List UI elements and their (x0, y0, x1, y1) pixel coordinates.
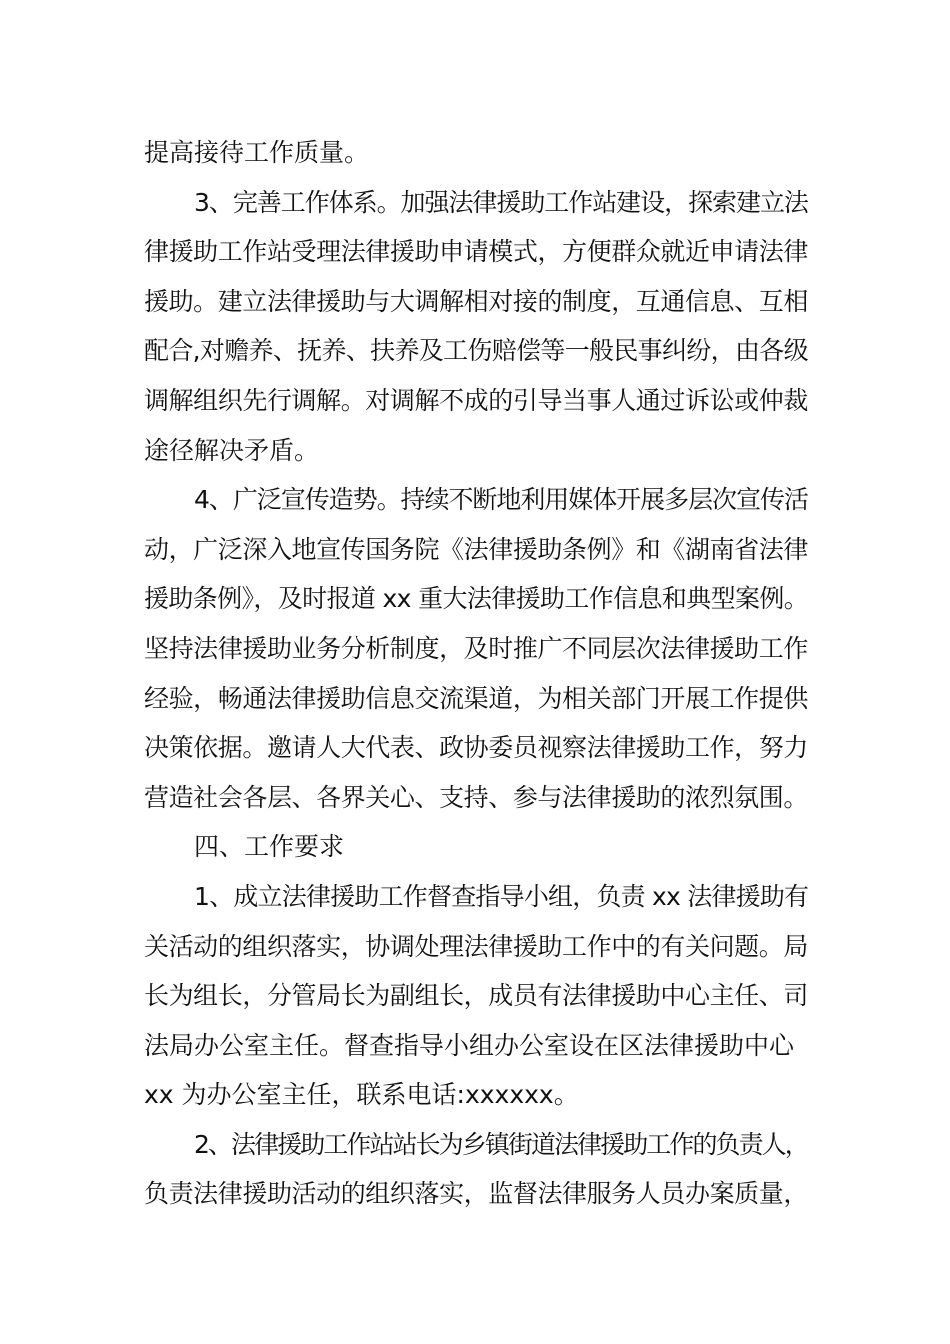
text-line: 律援助工作站受理法律援助申请模式，方便群众就近申请法律 (144, 237, 808, 267)
section-heading-work-requirements (144, 822, 808, 872)
text-line: 调解组织先行调解。对调解不成的引导当事人通过诉讼或仲裁 (144, 385, 808, 415)
text-line: xx 为办公室主任，联系电话:xxxxxx。 (144, 1080, 579, 1110)
text-line: 提高接待工作质量。 (144, 138, 370, 167)
text-line: 坚持法律援助业务分析制度，及时推广不同层次法律援助工作 (144, 633, 808, 663)
text-line: 营造社会各层、各界关心、支持、参与法律援助的浓烈氛围。 (144, 782, 808, 812)
heading-text: 四、工作要求 (194, 832, 345, 862)
paragraph-requirement-1 (144, 872, 808, 1120)
text-line: 经验，畅通法律援助信息交流渠道，为相关部门开展工作提供 (144, 683, 808, 713)
text-line: 3、完善工作体系。加强法律援助工作站建设，探索建立法 (194, 187, 808, 217)
text-line: 4、广泛宣传造势。持续不断地利用媒体开展多层次宣传活 (194, 485, 808, 515)
paragraph-section-3 (144, 178, 808, 476)
paragraph-section-4 (144, 475, 808, 822)
text-line: 途径解决矛盾。 (144, 435, 320, 465)
document-body (144, 128, 808, 1219)
text-line: 法局办公室主任。督查指导小组办公室设在区法律援助中心 (144, 1030, 795, 1060)
text-line: 负责法律援助活动的组织落实，监督法律服务人员办案质量， (144, 1179, 808, 1209)
text-line: 2、法律援助工作站站长为乡镇街道法律援助工作的负责人， (194, 1129, 808, 1159)
text-line: 1、成立法律援助工作督查指导小组，负责 xx 法律援助有 (194, 881, 809, 911)
text-line: 长为组长，分管局长为副组长，成员有法律援助中心主任、司 (144, 981, 808, 1011)
paragraph-continuation (144, 128, 808, 178)
paragraph-requirement-2 (144, 1120, 808, 1219)
text-line: 援助条例》，及时报道 xx 重大法律援助工作信息和典型案例。 (144, 584, 809, 614)
text-line: 配合,对赡养、抚养、扶养及工伤赔偿等一般民事纠纷，由各级 (144, 336, 808, 366)
text-line: 动，广泛深入地宣传国务院《法律援助条例》和《湖南省法律 (144, 534, 808, 564)
text-line: 决策依据。邀请人大代表、政协委员视察法律援助工作，努力 (144, 733, 808, 763)
text-line: 关活动的组织落实，协调处理法律援助工作中的有关问题。局 (144, 931, 808, 961)
text-line: 援助。建立法律援助与大调解相对接的制度，互通信息、互相 (144, 286, 808, 316)
